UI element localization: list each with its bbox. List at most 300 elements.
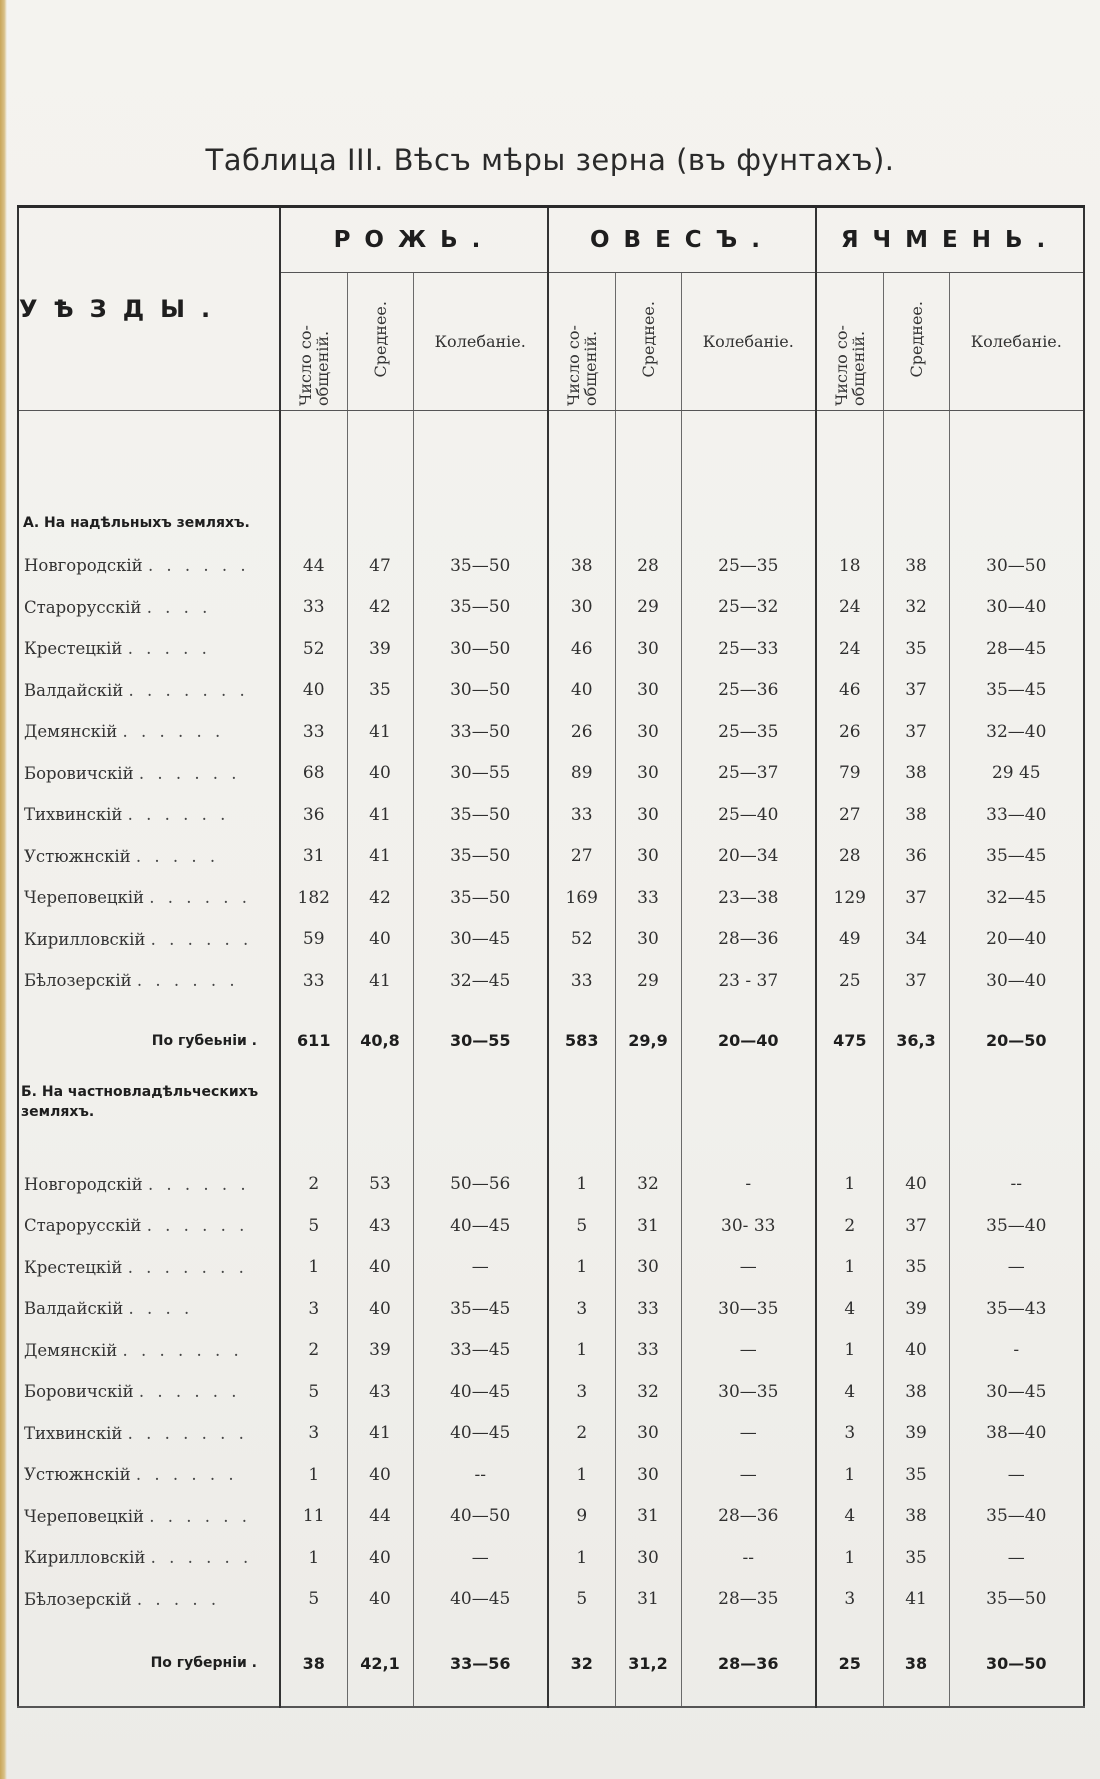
rye-count-cell: 182 [280,877,347,919]
district-row [18,670,1084,712]
oats-range-cell: -- [681,1537,816,1579]
oats-avg-cell: 30 [615,1537,681,1579]
rye-avg-cell: 42 [347,877,413,919]
rye-avg-cell: 40 [347,1454,413,1496]
oats-avg-total: 29,9 [615,1002,681,1080]
district-name-text: Тихвинскій [24,805,123,825]
district-row [18,836,1084,878]
section-a-label: А. На надѣльныхъ земляхъ. [18,491,280,545]
leader-dots: . . . . . . [127,805,230,825]
district-name [18,960,280,1002]
oats-avg-cell: 28 [615,545,681,587]
rye-avg-cell: 41 [347,794,413,836]
oats-avg-cell: 33 [615,877,681,919]
rye-count-cell: 44 [280,545,347,587]
district-name-text: Крестецкій [24,1257,123,1277]
barley-avg-cell: 39 [883,1288,949,1330]
barley-avg-cell: 36 [883,836,949,878]
district-name-text: Кирилловскій [24,929,146,949]
barley-range-cell: 33—40 [986,804,1047,825]
barley-range-cell: 35—45 [986,846,1047,867]
leader-dots: . . . . . . . [127,1257,248,1277]
oats-range-cell: 25—36 [681,670,816,712]
district-name-text: Крестецкій [24,639,123,659]
district-name-text: Кирилловскій [24,1548,146,1568]
rye-range-cell: 35—50 [413,877,548,919]
oats-avg-cell: 30 [615,670,681,712]
barley-count-cell: 2 [816,1205,883,1247]
barley-range-header: Колебаніе. [949,273,1084,411]
barley-count-cell: 4 [816,1371,883,1413]
barley-count-cell: 24 [816,587,883,629]
barley-count-cell: 4 [816,1496,883,1538]
barley-count-cell: 79 [816,753,883,795]
district-name [18,545,280,587]
barley-avg-cell: 37 [883,877,949,919]
oats-count-cell: 46 [548,628,615,670]
oats-count-cell: 38 [548,545,615,587]
rye-count-total: 611 [280,1002,347,1080]
barley-count-cell: 28 [816,836,883,878]
barley-count-cell: 1 [816,1164,883,1206]
barley-avg-cell: 35 [883,1454,949,1496]
district-row [18,1496,1084,1538]
leader-dots: . . . . . [135,846,220,866]
oats-range-cell: 23 - 37 [681,960,816,1002]
spacer-row [18,411,1084,492]
rye-count-cell: 33 [280,960,347,1002]
rye-range-cell: 30—45 [413,919,548,961]
rye-range-cell: 30—55 [413,753,548,795]
barley-range-cell: 29 45 [991,763,1041,784]
district-name [18,1537,280,1579]
oats-range-cell: 25—40 [681,794,816,836]
oats-count-cell: 33 [548,960,615,1002]
leader-dots: . . . . . . . [128,680,249,700]
barley-avg-header: Среднее. [883,273,949,411]
rye-range-cell: -- [413,1454,548,1496]
rye-range-cell: 40—45 [413,1579,548,1621]
leader-dots: . . . . . . [147,1174,250,1194]
rye-count-cell: 1 [280,1247,347,1289]
section-a-body [18,411,1084,1080]
oats-count-cell: 3 [548,1371,615,1413]
rye-avg-cell: 41 [347,711,413,753]
oats-avg-cell: 30 [615,794,681,836]
rye-count-cell: 5 [280,1205,347,1247]
rye-count-cell: 33 [280,711,347,753]
oats-count-cell: 1 [548,1454,615,1496]
section-b-heading-cell [681,1080,816,1164]
leader-dots: . . . . . [136,1589,221,1609]
barley-range-cell: 30—40 [986,970,1047,991]
oats-range-cell: 25—32 [681,587,816,629]
oats-range-cell: 30- 33 [681,1205,816,1247]
district-name-text: Тихвинскій [24,1423,123,1443]
leader-dots: . . . . . . . [122,1340,243,1360]
leader-dots: . . . . . . [149,1506,251,1526]
barley-range-cell: 35—50 [986,1589,1047,1610]
oats-count-cell: 33 [548,794,615,836]
district-row [18,794,1084,836]
oats-count-cell: 3 [548,1288,615,1330]
barley-range-cell: 32—40 [986,721,1047,742]
rye-range-total: 30—55 [413,1002,548,1080]
oats-count-cell: 89 [548,753,615,795]
barley-count-cell: 1 [816,1247,883,1289]
oats-range-cell: 23—38 [681,877,816,919]
rye-count-cell: 5 [280,1579,347,1621]
barley-avg-cell: 38 [883,1496,949,1538]
rye-range-cell: 30—50 [413,670,548,712]
barley-range-total: 20—50 [986,1031,1047,1050]
district-name-text: Старорусскій [24,597,142,617]
section-b-heading-cell [949,1080,1084,1164]
rye-count-cell: 52 [280,628,347,670]
district-name-text: Старорусскій [24,1216,142,1236]
barley-range-cell: — [1007,1257,1025,1278]
leader-dots: . . . . . . [150,929,253,949]
barley-avg-cell: 40 [883,1330,949,1372]
oats-range-cell: 28—36 [681,919,816,961]
oats-count-cell: 169 [548,877,615,919]
rye-avg-cell: 44 [347,1496,413,1538]
rye-range-cell: 32—45 [413,960,548,1002]
rye-count-cell: 1 [280,1454,347,1496]
district-name-text: Боровичскій [24,763,134,783]
rye-count-cell: 5 [280,1371,347,1413]
oats-avg-total: 31,2 [615,1620,681,1707]
barley-avg-cell: 35 [883,1537,949,1579]
barley-range-total: 30—50 [986,1653,1047,1673]
oats-range-header: Колебаніе. [681,273,816,411]
district-name [18,1579,280,1621]
barley-range-cell: 28—45 [986,638,1047,659]
section-b-label: Б. На частновладѣльческихъ земляхъ. [18,1080,280,1164]
barley-avg-cell: 37 [883,1205,949,1247]
rye-avg-cell: 41 [347,836,413,878]
oats-range-cell: — [681,1413,816,1455]
barley-avg-total: 38 [883,1620,949,1707]
district-column-header: УѢЗДЫ. [18,207,280,411]
oats-avg-cell: 30 [615,628,681,670]
barley-count-cell: 4 [816,1288,883,1330]
grain-weight-table [17,205,1085,1708]
barley-range-cell: 30—45 [986,1381,1047,1402]
barley-range-cell: 35—43 [986,1298,1047,1319]
province-total-row [18,1002,1084,1080]
rye-avg-header: Среднее. [347,273,413,411]
rye-avg-cell: 40 [347,919,413,961]
leader-dots: . . . . . . [150,1548,253,1568]
barley-count-cell: 3 [816,1413,883,1455]
barley-group-header: ЯЧМЕНЬ. [816,207,1084,273]
section-b-heading-row [18,1080,1084,1164]
oats-range-cell: — [681,1330,816,1372]
barley-count-total: 475 [816,1002,883,1080]
rye-count-cell: 2 [280,1164,347,1206]
rye-range-cell: 40—45 [413,1205,548,1247]
district-name-text: Демянскій [24,722,118,742]
barley-avg-cell: 37 [883,960,949,1002]
leader-dots: . . . . . . [146,1216,249,1236]
district-row [18,1579,1084,1621]
district-name-text: Устюжнскій [24,846,131,866]
leader-dots: . . . . . [127,639,211,659]
leader-dots: . . . . . . [138,1382,241,1402]
oats-avg-cell: 30 [615,919,681,961]
rye-avg-total: 40,8 [347,1002,413,1080]
district-name [18,1454,280,1496]
rye-avg-cell: 47 [347,545,413,587]
rye-count-cell: 33 [280,587,347,629]
rye-avg-cell: 39 [347,628,413,670]
section-b-heading-cell [816,1080,883,1164]
rye-avg-cell: 40 [347,1579,413,1621]
oats-range-total: 20—40 [681,1002,816,1080]
rye-count-cell: 31 [280,836,347,878]
district-name [18,1205,280,1247]
oats-avg-cell: 30 [615,711,681,753]
rye-avg-cell: 40 [347,1247,413,1289]
oats-range-cell: — [681,1454,816,1496]
oats-count-cell: 40 [548,670,615,712]
barley-count-cell: 1 [816,1330,883,1372]
leader-dots: . . . . [128,1299,194,1319]
rye-avg-cell: 35 [347,670,413,712]
section-b-body [18,1080,1084,1708]
district-row [18,1371,1084,1413]
barley-range-cell: 32—45 [986,887,1047,908]
district-row [18,919,1084,961]
district-name-text: Устюжнскій [24,1465,131,1485]
district-name [18,877,280,919]
rye-range-total: 33—56 [413,1620,548,1707]
barley-count-cell: 18 [816,545,883,587]
rye-avg-cell: 42 [347,587,413,629]
oats-avg-cell: 30 [615,1413,681,1455]
rye-avg-cell: 41 [347,960,413,1002]
barley-range-cell: 30—40 [986,597,1047,618]
oats-avg-cell: 32 [615,1164,681,1206]
barley-avg-cell: 41 [883,1579,949,1621]
barley-avg-cell: 39 [883,1413,949,1455]
barley-count-total: 25 [816,1620,883,1707]
district-name [18,919,280,961]
district-row [18,1247,1084,1289]
barley-avg-cell: 35 [883,1247,949,1289]
barley-count-cell: 24 [816,628,883,670]
oats-count-cell: 5 [548,1579,615,1621]
district-name [18,1330,280,1372]
district-name [18,1247,280,1289]
rye-avg-cell: 53 [347,1164,413,1206]
rye-range-cell: 35—50 [413,587,548,629]
district-name [18,753,280,795]
oats-count-header: Число со-общеній. [548,273,615,411]
barley-count-cell: 25 [816,960,883,1002]
rye-range-cell: 40—45 [413,1413,548,1455]
oats-avg-header: Среднее. [615,273,681,411]
province-total-label: По губеьніи . [18,1002,280,1080]
rye-count-cell: 40 [280,670,347,712]
barley-avg-cell: 34 [883,919,949,961]
oats-count-cell: 27 [548,836,615,878]
rye-count-cell: 3 [280,1413,347,1455]
barley-avg-cell: 37 [883,670,949,712]
barley-range-cell: 35—40 [986,1506,1047,1527]
rye-avg-total: 42,1 [347,1620,413,1707]
barley-avg-cell: 37 [883,711,949,753]
leader-dots: . . . . . . [138,763,241,783]
oats-range-cell: 28—36 [681,1496,816,1538]
oats-range-total: 28—36 [681,1620,816,1707]
oats-avg-cell: 30 [615,753,681,795]
section-a-heading-row [18,491,1084,545]
district-row [18,545,1084,587]
leader-dots: . . . . . . [147,556,250,576]
rye-avg-cell: 40 [347,753,413,795]
oats-avg-cell: 31 [615,1205,681,1247]
oats-range-cell: 30—35 [681,1288,816,1330]
barley-range-cell: -- [1010,1174,1023,1195]
barley-avg-cell: 38 [883,794,949,836]
rye-group-header: РОЖЬ. [280,207,548,273]
rye-range-cell: 50—56 [413,1164,548,1206]
district-name [18,1413,280,1455]
rye-range-header: Колебаніе. [413,273,548,411]
oats-count-total: 583 [548,1002,615,1080]
barley-range-cell: 35—40 [986,1215,1047,1236]
oats-range-cell: 25—35 [681,711,816,753]
oats-avg-cell: 33 [615,1288,681,1330]
district-name [18,1164,280,1206]
rye-count-header: Число со-общеній. [280,273,347,411]
oats-count-cell: 52 [548,919,615,961]
barley-range-cell: — [1007,1464,1025,1485]
district-name [18,1496,280,1538]
district-name-text: Новгородскій [24,556,143,576]
district-row [18,1205,1084,1247]
oats-range-cell: 30—35 [681,1371,816,1413]
rye-range-cell: — [413,1537,548,1579]
district-name [18,1288,280,1330]
oats-count-total: 32 [548,1620,615,1707]
leader-dots: . . . . . . [122,722,225,742]
rye-count-total: 38 [280,1620,347,1707]
oats-avg-cell: 33 [615,1330,681,1372]
section-b-heading-cell [615,1080,681,1164]
oats-avg-cell: 32 [615,1371,681,1413]
oats-range-cell: - [681,1164,816,1206]
district-name-text: Валдайскій [24,1299,124,1319]
rye-range-cell: 35—45 [413,1288,548,1330]
district-name-text: Череповецкій [24,1506,145,1526]
rye-range-cell: 40—45 [413,1371,548,1413]
oats-count-cell: 1 [548,1537,615,1579]
district-row [18,628,1084,670]
district-name-text: Бѣлозерскій [24,971,132,991]
oats-count-cell: 1 [548,1164,615,1206]
district-row [18,1413,1084,1455]
oats-group-header: ОВЕСЪ. [548,207,816,273]
oats-range-cell: — [681,1247,816,1289]
oats-range-cell: 25—37 [681,753,816,795]
barley-range-cell: 20—40 [986,929,1047,950]
barley-range-cell: — [1007,1547,1025,1568]
rye-avg-cell: 43 [347,1371,413,1413]
barley-avg-cell: 35 [883,628,949,670]
rye-count-cell: 11 [280,1496,347,1538]
barley-range-cell: - [1013,1340,1020,1361]
oats-count-cell: 2 [548,1413,615,1455]
district-name-text: Демянскій [24,1340,118,1360]
rye-avg-cell: 40 [347,1288,413,1330]
district-row [18,877,1084,919]
district-row [18,711,1084,753]
district-name [18,628,280,670]
oats-count-cell: 9 [548,1496,615,1538]
section-b-heading-cell [413,1080,548,1164]
leader-dots: . . . . [146,597,212,617]
rye-count-cell: 1 [280,1537,347,1579]
oats-count-cell: 30 [548,587,615,629]
oats-count-cell: 1 [548,1247,615,1289]
table-title: Таблица III. Вѣсъ мѣры зерна (въ фунтахъ). [205,143,895,177]
barley-count-cell: 26 [816,711,883,753]
district-name-text: Валдайскій [24,680,124,700]
oats-count-cell: 26 [548,711,615,753]
district-name-text: Бѣлозерскій [24,1589,132,1609]
oats-count-cell: 5 [548,1205,615,1247]
district-row [18,587,1084,629]
barley-avg-cell: 38 [883,545,949,587]
oats-avg-cell: 30 [615,1454,681,1496]
province-total-label: По губерніи . [18,1620,280,1707]
rye-range-cell: 35—50 [413,545,548,587]
district-row [18,753,1084,795]
oats-range-cell: 20—34 [681,836,816,878]
district-name [18,836,280,878]
barley-count-cell: 1 [816,1537,883,1579]
rye-avg-cell: 43 [347,1205,413,1247]
section-b-heading-cell [548,1080,615,1164]
barley-range-cell: 35—45 [986,680,1047,701]
book-binding-edge [0,0,7,1779]
rye-avg-cell: 39 [347,1330,413,1372]
rye-range-cell: — [413,1247,548,1289]
rye-range-cell: 30—50 [413,628,548,670]
district-name [18,794,280,836]
oats-range-cell: 25—35 [681,545,816,587]
barley-avg-cell: 38 [883,1371,949,1413]
rye-count-cell: 68 [280,753,347,795]
district-name [18,670,280,712]
district-name [18,587,280,629]
leader-dots: . . . . . . [136,971,239,991]
rye-count-cell: 3 [280,1288,347,1330]
barley-avg-cell: 40 [883,1164,949,1206]
district-row [18,1288,1084,1330]
rye-range-cell: 40—50 [413,1496,548,1538]
district-row [18,1164,1084,1206]
barley-count-cell: 1 [816,1454,883,1496]
oats-count-cell: 1 [548,1330,615,1372]
barley-count-cell: 46 [816,670,883,712]
leader-dots: . . . . . . . [127,1423,248,1443]
rye-avg-cell: 41 [347,1413,413,1455]
district-row [18,1330,1084,1372]
